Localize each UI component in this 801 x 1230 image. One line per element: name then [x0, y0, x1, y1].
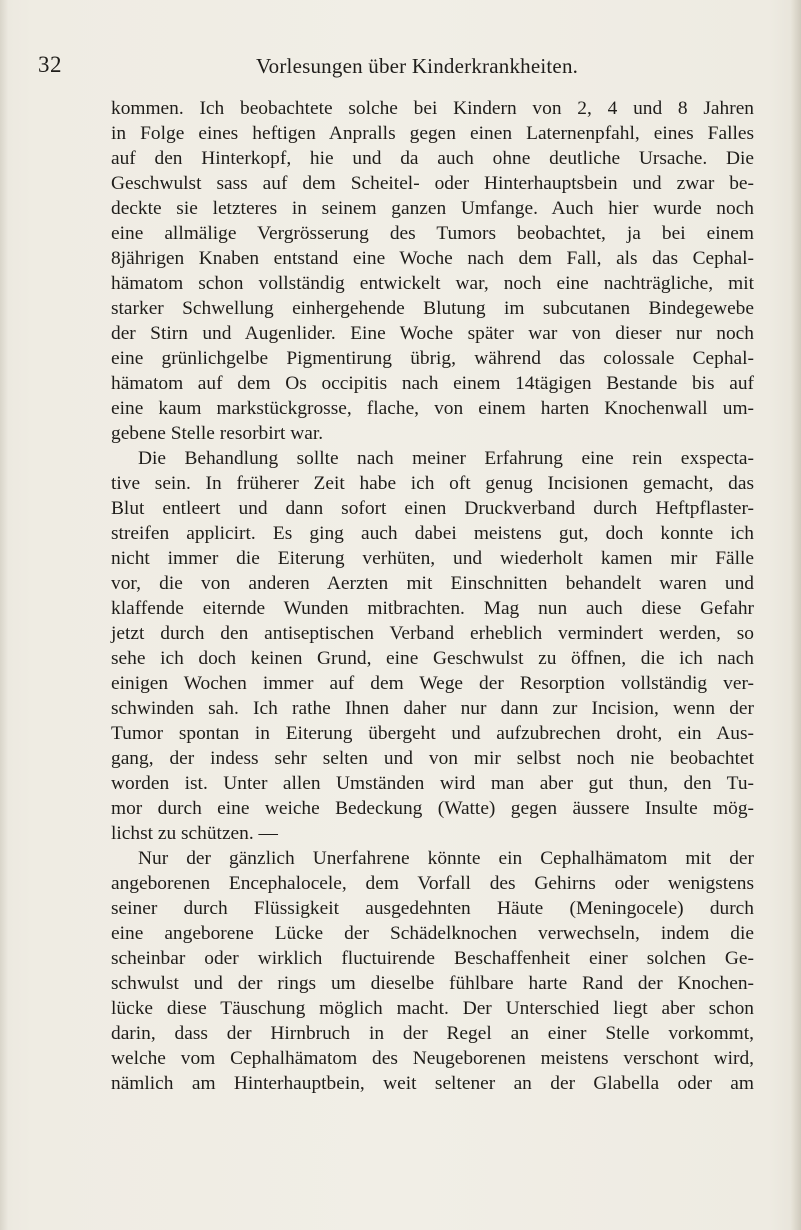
text-line: lücke diese Täuschung möglich macht. Der Unterschied liegt aber schon [111, 998, 754, 1019]
text-line: eine kaum markstückgrosse, flache, von einem harten Knochenwall um- [111, 398, 754, 419]
body-text [111, 96, 754, 1096]
page-number: 32 [38, 52, 62, 77]
text-line: vor, die von anderen Aerzten mit Einschnitten behandelt waren und [111, 573, 754, 594]
text-line: eine grünlichgelbe Pigmentirung übrig, während das colossale Cephal- [111, 348, 754, 369]
text-line: scheinbar oder wirklich fluctuirende Beschaffenheit einer solchen Ge- [111, 948, 754, 969]
right-page-edge [791, 0, 801, 1230]
text-line: nämlich am Hinterhauptbein, weit seltener an der Glabella oder am [111, 1073, 754, 1094]
text-line: darin, dass der Hirnbruch in der Regel an einer Stelle vorkommt, [111, 1023, 754, 1044]
text-line: Nur der gänzlich Unerfahrene könnte ein Cephalhämatom mit der [138, 848, 754, 869]
text-line: einigen Wochen immer auf dem Wege der Resorption vollständig ver- [111, 673, 754, 694]
text-line: 8jährigen Knaben entstand eine Woche nach dem Fall, als das Cephal- [111, 248, 754, 269]
text-line: Tumor spontan in Eiterung übergeht und aufzubrechen droht, ein Aus- [111, 723, 754, 744]
running-head: Vorlesungen über Kinderkrankheiten. [256, 54, 579, 78]
text-line: eine angeborene Lücke der Schädelknochen verwechseln, indem die [111, 923, 754, 944]
text-line: hämatom auf dem Os occipitis nach einem 14tägigen Bestande bis auf [111, 373, 754, 394]
page-header [38, 52, 754, 82]
text-line: seiner durch Flüssigkeit ausgedehnten Häute (Meningocele) durch [111, 898, 754, 919]
text-line: welche vom Cephalhämatom des Neugeborenen meistens verschont wird, [111, 1048, 754, 1069]
text-line: Geschwulst sass auf dem Scheitel- oder Hinterhauptsbein und zwar be- [111, 173, 754, 194]
text-line: kommen. Ich beobachtete solche bei Kindern von 2, 4 und 8 Jahren [111, 98, 754, 119]
text-line: in Folge eines heftigen Anpralls gegen einen Laternenpfahl, eines Falles [111, 123, 754, 144]
text-line: starker Schwellung einhergehende Blutung im subcutanen Bindegewebe [111, 298, 754, 319]
text-line: gang, der indess sehr selten und von mir selbst noch nie beobachtet [111, 748, 754, 769]
text-line: eine allmälige Vergrösserung des Tumors beobachtet, ja bei einem [111, 223, 754, 244]
text-line: streifen applicirt. Es ging auch dabei meistens gut, doch konnte ich [111, 523, 754, 544]
text-line: deckte sie letzteres in seinem ganzen Umfange. Auch hier wurde noch [111, 198, 754, 219]
text-line: Die Behandlung sollte nach meiner Erfahrung eine rein exspecta- [138, 448, 754, 469]
text-line: sehe ich doch keinen Grund, eine Geschwulst zu öffnen, die ich nach [111, 648, 754, 669]
text-line: Blut entleert und dann sofort einen Druckverband durch Heftpflaster- [111, 498, 754, 519]
text-line: hämatom schon vollständig entwickelt war, noch eine nachträgliche, mit [111, 273, 754, 294]
text-line: der Stirn und Augenlider. Eine Woche später war von dieser nur noch [111, 323, 754, 344]
text-line: jetzt durch den antiseptischen Verband erheblich vermindert werden, so [111, 623, 754, 644]
text-line: gebene Stelle resorbirt war. [111, 423, 324, 444]
text-line: nicht immer die Eiterung verhüten, und wiederholt kamen mir Fälle [111, 548, 754, 569]
text-line: angeborenen Encephalocele, dem Vorfall des Gehirns oder wenigstens [111, 873, 754, 894]
text-line: worden ist. Unter allen Umständen wird man aber gut thun, den Tu- [111, 773, 754, 794]
text-line: auf den Hinterkopf, hie und da auch ohne deutliche Ursache. Die [111, 148, 754, 169]
text-line: lichst zu schützen. — [111, 823, 278, 844]
text-line: schwulst und der rings um dieselbe fühlbare harte Rand der Knochen- [111, 973, 754, 994]
text-line: tive sein. In früherer Zeit habe ich oft genug Incisionen gemacht, das [111, 473, 754, 494]
text-line: klaffende eiternde Wunden mitbrachten. Mag nun auch diese Gefahr [111, 598, 754, 619]
left-page-edge [0, 0, 8, 1230]
text-line: mor durch eine weiche Bedeckung (Watte) gegen äussere Insulte mög- [111, 798, 754, 819]
text-line: schwinden sah. Ich rathe Ihnen daher nur dann zur Incision, wenn der [111, 698, 754, 719]
